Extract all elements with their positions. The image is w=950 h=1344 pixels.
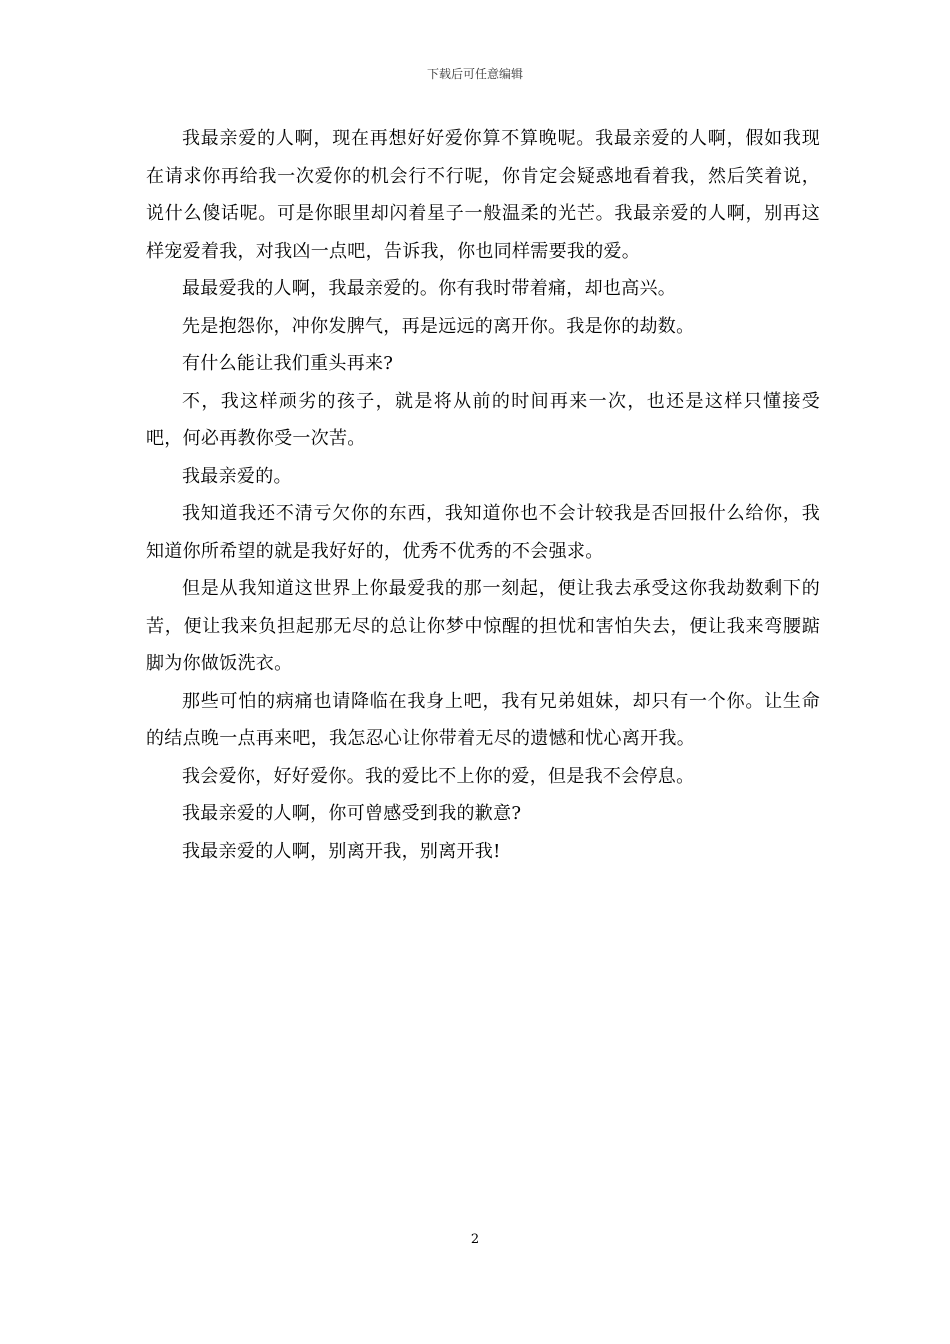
paragraph: 我最亲爱的人啊，现在再想好好爱你算不算晚呢。我最亲爱的人啊，假如我现在请求你再给我一次爱你的机会行不行呢，你肯定会疑惑地看着我，然后笑着说，说什么傻话呢。可是你眼里却闪着星子一般温柔的光芒。我最亲爱的人啊，别再这样宠爱着我，对我凶一点吧，告诉我，你也同样需要我的爱。 — [146, 128, 820, 262]
paragraph: 先是抱怨你，冲你发脾气，再是远远的离开你。我是你的劫数。 — [182, 315, 695, 337]
paragraph: 我知道我还不清亏欠你的东西，我知道你也不会计较我是否回报什么给你，我知道你所希望的就是我好好的，优秀不优秀的不会强求。 — [146, 503, 820, 562]
page-number: 2 — [470, 1232, 480, 1247]
paragraph: 我最亲爱的。 — [182, 465, 292, 487]
paragraph: 最最爱我的人啊，我最亲爱的。你有我时带着痛，却也高兴。 — [182, 278, 677, 299]
paragraph: 不，我这样顽劣的孩子，就是将从前的时间再来一次，也还是这样只懂接受吧，何必再教你受一次苦。 — [146, 390, 820, 449]
paragraph: 但是从我知道这世界上你最爱我的那一刻起，便让我去承受这你我劫数剩下的苦，便让我来负担起那无尽的总让你梦中惊醒的担忧和害怕失去，便让我来弯腰踮脚为你做饭洗衣。 — [146, 578, 820, 674]
body-text — [146, 120, 820, 870]
paragraph: 我最亲爱的人啊，你可曾感受到我的歉意? — [182, 803, 522, 824]
paragraph: 那些可怕的病痛也请降临在我身上吧，我有兄弟姐妹，却只有一个你。让生命的结点晚一点再来吧，我怎忍心让你带着无尽的遗憾和忧心离开我。 — [146, 690, 820, 749]
page-header: 下载后可任意编辑 — [426, 67, 523, 81]
paragraph: 有什么能让我们重头再来? — [182, 353, 394, 374]
paragraph: 我最亲爱的人啊，别离开我，别离开我! — [182, 840, 501, 862]
paragraph: 我会爱你，好好爱你。我的爱比不上你的爱，但是我不会停息。 — [182, 765, 695, 787]
